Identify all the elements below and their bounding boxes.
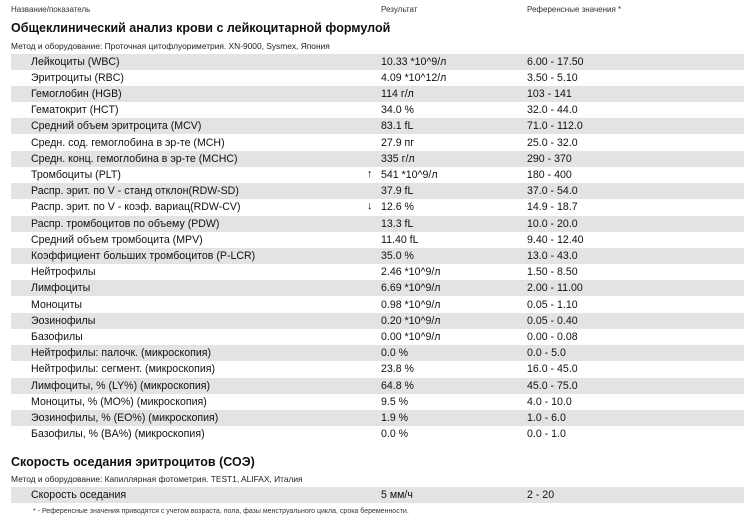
- flag-icon: ↑: [367, 167, 373, 180]
- result-value: 35.0 %: [381, 249, 414, 262]
- result-value: 0.20 *10^9/л: [381, 314, 441, 327]
- section-title-esr: Скорость оседания эритроцитов (СОЭ): [11, 455, 255, 469]
- table-row: [11, 151, 744, 167]
- reference-range: 2.00 - 11.00: [527, 282, 583, 295]
- reference-range: 0.05 - 0.40: [527, 314, 578, 327]
- test-name: Средний объем эритроцита (MCV): [31, 120, 202, 133]
- table-row: [11, 410, 744, 426]
- method-cbc: Метод и оборудование: Проточная цитофлуориметрия. XN-9000, Sysmex, Япония: [11, 41, 330, 51]
- test-name: Лейкоциты (WBC): [31, 55, 120, 68]
- test-name: Лимфоциты, % (LY%) (микроскопия): [31, 379, 211, 392]
- reference-range: 9.40 - 12.40: [527, 233, 584, 246]
- test-name: Распр. эрит. по V - станд отклон(RDW-SD): [31, 185, 239, 198]
- reference-range: 37.0 - 54.0: [527, 185, 578, 198]
- table-row: [11, 264, 744, 280]
- table-row: [11, 426, 744, 442]
- test-name: Эозинофилы, % (EO%) (микроскопия): [31, 411, 219, 424]
- table-row: [11, 199, 744, 215]
- result-value: 10.33 *10^9/л: [381, 55, 447, 68]
- result-value: 27.9 пг: [381, 136, 415, 149]
- result-value: 335 г/л: [381, 152, 415, 165]
- column-header-reference: Референсные значения *: [527, 5, 622, 14]
- reference-range: 290 - 370: [527, 152, 572, 165]
- result-value: 0.00 *10^9/л: [381, 330, 441, 343]
- reference-range: 16.0 - 45.0: [527, 363, 578, 376]
- table-row: [11, 232, 744, 248]
- table-row: [11, 216, 744, 232]
- method-esr: Метод и оборудование: Капиллярная фотометрия. TEST1, ALIFAX, Италия: [11, 474, 303, 484]
- reference-range: 6.00 - 17.50: [527, 55, 584, 68]
- result-value: 13.3 fL: [381, 217, 414, 230]
- result-value: 83.1 fL: [381, 120, 414, 133]
- test-name: Средний объем тромбоцита (MPV): [31, 233, 203, 246]
- test-name: Базофилы, % (BA%) (микроскопия): [31, 428, 205, 441]
- result-value: 0.0 %: [381, 347, 409, 360]
- table-row: [11, 487, 744, 503]
- test-name: Гемоглобин (HGB): [31, 87, 122, 100]
- reference-range: 0.0 - 5.0: [527, 347, 566, 360]
- reference-range: 32.0 - 44.0: [527, 104, 578, 117]
- reference-range: 3.50 - 5.10: [527, 71, 578, 84]
- test-name: Коэффициент больших тромбоцитов (P-LCR): [31, 249, 256, 262]
- result-value: 6.69 *10^9/л: [381, 282, 441, 295]
- result-value: 541 *10^9/л: [381, 168, 438, 181]
- table-row: [11, 313, 744, 329]
- section-title-cbc: Общеклинический анализ крови с лейкоцитарной формулой: [11, 21, 391, 35]
- test-name: Средн. конц. гемоглобина в эр-те (MCHC): [31, 152, 238, 165]
- result-value: 1.9 %: [381, 411, 409, 424]
- reference-range: 0.0 - 1.0: [527, 428, 566, 441]
- result-value: 37.9 fL: [381, 185, 414, 198]
- table-row: [11, 280, 744, 296]
- reference-range: 13.0 - 43.0: [527, 249, 578, 262]
- column-header-result: Результат: [381, 5, 418, 14]
- result-value: 2.46 *10^9/л: [381, 266, 441, 279]
- table-row: [11, 54, 744, 70]
- table-row: [11, 248, 744, 264]
- table-row: [11, 135, 744, 151]
- test-name: Нейтрофилы: [31, 266, 96, 279]
- test-name: Распр. тромбоцитов по объему (PDW): [31, 217, 220, 230]
- result-value: 34.0 %: [381, 104, 414, 117]
- test-name: Эозинофилы: [31, 314, 96, 327]
- flag-icon: ↓: [367, 200, 373, 213]
- result-value: 11.40 fL: [381, 233, 419, 246]
- table-row: [11, 329, 744, 345]
- table-row: [11, 361, 744, 377]
- test-name: Средн. сод. гемоглобина в эр-те (MCH): [31, 136, 225, 149]
- reference-range: 45.0 - 75.0: [527, 379, 578, 392]
- reference-range: 71.0 - 112.0: [527, 120, 583, 133]
- test-name: Гематокрит (HCT): [31, 104, 119, 117]
- table-row: [11, 183, 744, 199]
- reference-range: 103 - 141: [527, 87, 572, 100]
- test-name: Моноциты: [31, 298, 83, 311]
- table-row: [11, 394, 744, 410]
- table-row: [11, 70, 744, 86]
- test-name: Эритроциты (RBC): [31, 71, 124, 84]
- reference-range: 2 - 20: [527, 489, 555, 501]
- reference-range: 25.0 - 32.0: [527, 136, 578, 149]
- reference-range: 180 - 400: [527, 168, 572, 181]
- table-row: [11, 345, 744, 361]
- test-name: Базофилы: [31, 330, 83, 343]
- table-row: [11, 118, 744, 134]
- table-row: [11, 167, 744, 183]
- result-value: 23.8 %: [381, 363, 414, 376]
- result-value: 4.09 *10^12/л: [381, 71, 447, 84]
- test-name: Распр. эрит. по V - коэф. вариац(RDW-CV): [31, 201, 241, 214]
- result-value: 0.0 %: [381, 428, 409, 441]
- table-row: [11, 86, 744, 102]
- test-name: Нейтрофилы: сегмент. (микроскопия): [31, 363, 216, 376]
- test-name: Лимфоциты: [31, 282, 91, 295]
- reference-range: 1.50 - 8.50: [527, 266, 578, 279]
- reference-range: 1.0 - 6.0: [527, 411, 566, 424]
- result-value: 12.6 %: [381, 201, 414, 214]
- column-header-name: Название/показатель: [11, 5, 91, 14]
- reference-range: 10.0 - 20.0: [527, 217, 578, 230]
- result-value: 9.5 %: [381, 395, 409, 408]
- reference-range: 0.00 - 0.08: [527, 330, 578, 343]
- result-value: 0.98 *10^9/л: [381, 298, 441, 311]
- reference-range: 14.9 - 18.7: [527, 201, 578, 214]
- table-row: [11, 297, 744, 313]
- reference-range: 0.05 - 1.10: [527, 298, 578, 311]
- test-name: Скорость оседания: [31, 489, 127, 501]
- result-value: 114 г/л: [381, 87, 414, 100]
- table-row: [11, 102, 744, 118]
- test-name: Моноциты, % (MO%) (микроскопия): [31, 395, 207, 408]
- table-row: [11, 378, 744, 394]
- reference-range: 4.0 - 10.0: [527, 395, 572, 408]
- result-value: 64.8 %: [381, 379, 414, 392]
- test-name: Нейтрофилы: палочк. (микроскопия): [31, 347, 212, 360]
- result-value: 5 мм/ч: [381, 489, 413, 501]
- test-name: Тромбоциты (PLT): [31, 168, 121, 181]
- footnote: * - Референсные значения приводятся с учетом возраста, пола, фазы менструального цикла, срока беременности.: [33, 508, 409, 515]
